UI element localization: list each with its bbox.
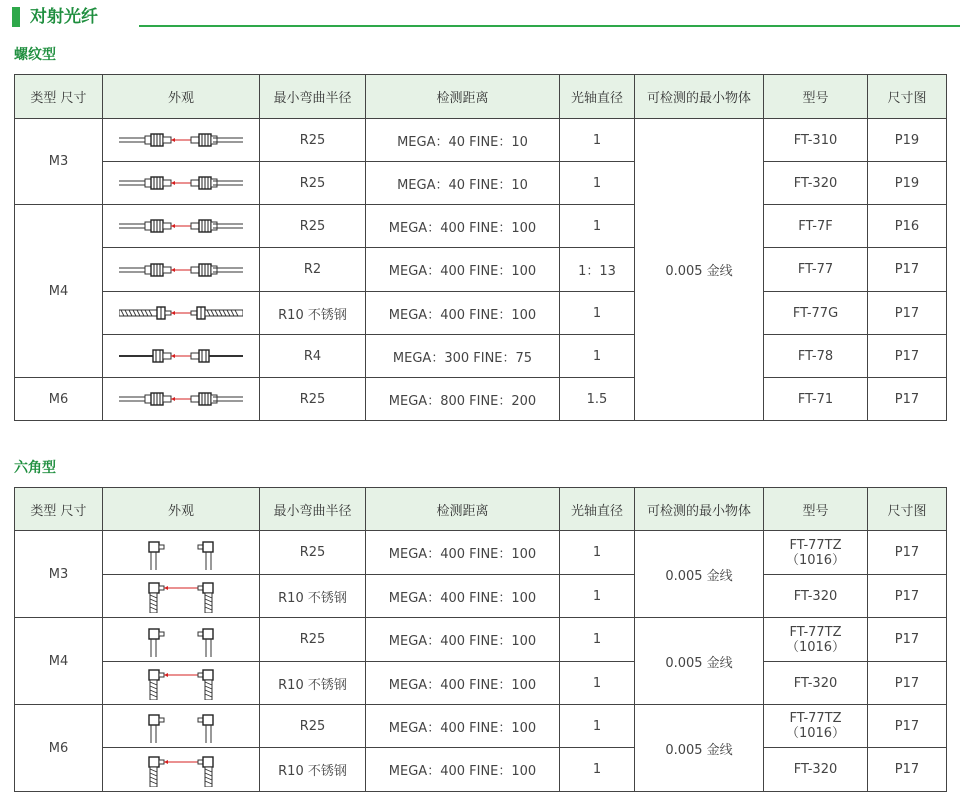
axis-diameter-cell: 1: [560, 618, 635, 662]
header-min-object: 可检测的最小物体: [635, 75, 764, 119]
header-model: 型号: [764, 488, 868, 531]
header-appearance: 外观: [103, 488, 260, 531]
stainless-right-angle-fiber-pair-icon: [141, 753, 221, 787]
model-line-sub: （1016）: [785, 639, 846, 655]
model-cell: FT-310: [764, 119, 868, 162]
model-cell: FT-78: [764, 335, 868, 378]
axis-diameter-cell: 1: [560, 292, 635, 335]
min-object-cell: 0.005 金线: [635, 705, 764, 792]
header-dim-page: 尺寸图: [868, 75, 947, 119]
distance-cell: MEGA：40 FINE：10: [366, 162, 560, 205]
dim-page-cell: P17: [868, 378, 947, 421]
axis-diameter-cell: 1: [560, 662, 635, 705]
appearance-cell: [103, 335, 260, 378]
header-axis-diameter: 光轴直径: [560, 75, 635, 119]
table-row: [15, 162, 947, 205]
dim-page-cell: P17: [868, 531, 947, 575]
dim-page-cell: P17: [868, 292, 947, 335]
axis-diameter-cell: 1: [560, 205, 635, 248]
dim-page-cell: P17: [868, 748, 947, 792]
dim-page-cell: P19: [868, 162, 947, 205]
bend-radius-cell: R10 不锈钢: [260, 748, 366, 792]
dim-page-cell: P17: [868, 335, 947, 378]
header-bend-radius: 最小弯曲半径: [260, 488, 366, 531]
section-title-threaded: 螺纹型: [14, 47, 56, 63]
threaded-fiber-pair-icon: [119, 175, 243, 191]
size-cell: M6: [15, 705, 103, 792]
model-cell: FT-320: [764, 162, 868, 205]
axis-diameter-cell: 1：13: [560, 248, 635, 292]
model-line-sub: （1016）: [785, 726, 846, 741]
distance-cell: MEGA：400 FINE：100: [366, 248, 560, 292]
model-cell: [764, 705, 868, 748]
min-object-cell: 0.005 金线: [635, 531, 764, 618]
model-cell: [764, 618, 868, 662]
min-object-cell: 0.005 金线: [635, 618, 764, 705]
table-row: [15, 248, 947, 292]
axis-diameter-cell: 1: [560, 119, 635, 162]
dim-page-cell: P16: [868, 205, 947, 248]
model-cell: FT-320: [764, 662, 868, 705]
table-row: [15, 292, 947, 335]
header-distance: 检测距离: [366, 488, 560, 531]
distance-cell: MEGA：40 FINE：10: [366, 119, 560, 162]
table-row: [15, 378, 947, 421]
right-angle-fiber-pair-icon: [141, 536, 221, 570]
table-row: [15, 335, 947, 378]
header-min-object: 可检测的最小物体: [635, 488, 764, 531]
table-row: [15, 119, 947, 162]
appearance-cell: [103, 575, 260, 618]
distance-cell: MEGA：400 FINE：100: [366, 618, 560, 662]
model-cell: FT-320: [764, 748, 868, 792]
size-cell: M3: [15, 531, 103, 618]
title-accent-bar: [12, 7, 20, 27]
appearance-cell: [103, 205, 260, 248]
distance-cell: MEGA：400 FINE：100: [366, 575, 560, 618]
appearance-cell: [103, 618, 260, 662]
size-cell: M6: [15, 378, 103, 421]
appearance-cell: [103, 705, 260, 748]
threaded-fiber-pair-icon: [119, 132, 243, 148]
axis-diameter-cell: 1: [560, 531, 635, 575]
hex-spec-table: [14, 487, 947, 792]
axis-diameter-cell: 1: [560, 162, 635, 205]
appearance-cell: [103, 662, 260, 705]
bend-radius-cell: R25: [260, 162, 366, 205]
bend-radius-cell: R25: [260, 618, 366, 662]
page-title-bar: [12, 5, 948, 29]
model-cell: [764, 531, 868, 575]
table-row: [15, 662, 947, 705]
table-row: [15, 618, 947, 662]
distance-cell: MEGA：400 FINE：100: [366, 662, 560, 705]
bend-radius-cell: R2: [260, 248, 366, 292]
bend-radius-cell: R10 不锈钢: [260, 575, 366, 618]
dim-page-cell: P17: [868, 248, 947, 292]
model-cell: FT-7F: [764, 205, 868, 248]
header-bend-radius: 最小弯曲半径: [260, 75, 366, 119]
bend-radius-cell: R25: [260, 705, 366, 748]
model-cell: FT-320: [764, 575, 868, 618]
header-model: 型号: [764, 75, 868, 119]
bend-radius-cell: R25: [260, 531, 366, 575]
appearance-cell: [103, 248, 260, 292]
axis-diameter-cell: 1: [560, 575, 635, 618]
model-cell: FT-71: [764, 378, 868, 421]
appearance-cell: [103, 292, 260, 335]
bend-radius-cell: R10 不锈钢: [260, 662, 366, 705]
model-line: FT-77TZ: [789, 711, 842, 726]
threaded-fiber-pair-icon: [119, 218, 243, 234]
model-line-sub: （1016）: [785, 552, 846, 568]
title-underline: [139, 25, 960, 27]
axis-diameter-cell: 1.5: [560, 378, 635, 421]
appearance-cell: [103, 162, 260, 205]
table-row: [15, 205, 947, 248]
header-size: 类型 尺寸: [15, 75, 103, 119]
table-row: [15, 531, 947, 575]
stainless-threaded-fiber-pair-icon: [119, 305, 243, 321]
size-cell: M3: [15, 119, 103, 205]
appearance-cell: [103, 531, 260, 575]
table-row: [15, 748, 947, 792]
appearance-cell: [103, 119, 260, 162]
size-cell: M4: [15, 205, 103, 378]
axis-diameter-cell: 1: [560, 335, 635, 378]
right-angle-fiber-pair-icon: [141, 623, 221, 657]
min-object-cell: 0.005 金线: [635, 119, 764, 421]
section-title-hex: 六角型: [14, 460, 56, 476]
bend-radius-cell: R10 不锈钢: [260, 292, 366, 335]
threaded-fiber-pair-icon: [119, 391, 243, 407]
model-line: FT-77TZ: [789, 624, 842, 640]
distance-cell: MEGA：300 FINE：75: [366, 335, 560, 378]
header-dim-page: 尺寸图: [868, 488, 947, 531]
header-axis-diameter: 光轴直径: [560, 488, 635, 531]
right-angle-fiber-pair-icon: [141, 709, 221, 743]
axis-diameter-cell: 1: [560, 705, 635, 748]
dim-page-cell: P17: [868, 662, 947, 705]
dim-page-cell: P19: [868, 119, 947, 162]
appearance-cell: [103, 748, 260, 792]
page-title: 对射光纤: [30, 7, 98, 27]
header-appearance: 外观: [103, 75, 260, 119]
bend-radius-cell: R4: [260, 335, 366, 378]
header-distance: 检测距离: [366, 75, 560, 119]
dim-page-cell: P17: [868, 618, 947, 662]
table-row: [15, 575, 947, 618]
stainless-right-angle-fiber-pair-icon: [141, 579, 221, 613]
bend-radius-cell: R25: [260, 119, 366, 162]
distance-cell: MEGA：800 FINE：200: [366, 378, 560, 421]
dim-page-cell: P17: [868, 575, 947, 618]
table-row: [15, 705, 947, 748]
model-line: FT-77TZ: [789, 537, 842, 553]
distance-cell: MEGA：400 FINE：100: [366, 531, 560, 575]
appearance-cell: [103, 378, 260, 421]
distance-cell: MEGA：400 FINE：100: [366, 705, 560, 748]
table-header-row: [15, 488, 947, 531]
model-cell: FT-77G: [764, 292, 868, 335]
stainless-right-angle-fiber-pair-icon: [141, 666, 221, 700]
threaded-fiber-pair-icon: [119, 348, 243, 364]
axis-diameter-cell: 1: [560, 748, 635, 792]
dim-page-cell: P17: [868, 705, 947, 748]
threaded-spec-table: [14, 74, 947, 421]
size-cell: M4: [15, 618, 103, 705]
distance-cell: MEGA：400 FINE：100: [366, 748, 560, 792]
header-size: 类型 尺寸: [15, 488, 103, 531]
model-cell: FT-77: [764, 248, 868, 292]
threaded-fiber-pair-icon: [119, 262, 243, 278]
table-header-row: [15, 75, 947, 119]
bend-radius-cell: R25: [260, 205, 366, 248]
distance-cell: MEGA：400 FINE：100: [366, 205, 560, 248]
distance-cell: MEGA：400 FINE：100: [366, 292, 560, 335]
bend-radius-cell: R25: [260, 378, 366, 421]
